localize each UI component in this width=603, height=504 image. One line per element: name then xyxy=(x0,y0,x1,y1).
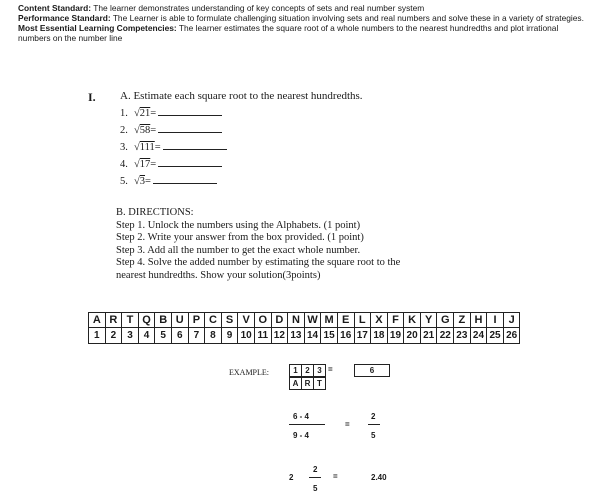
direction-step: Step 2. Write your answer from the box provided. (1 point) xyxy=(116,232,364,243)
direction-step: Step 3. Add all the number to get the exact whole number. xyxy=(116,244,361,256)
cipher-number: 20 xyxy=(404,328,421,344)
fraction-bar xyxy=(309,477,321,478)
question-3: 3. √111= xyxy=(120,141,227,153)
cipher-letter: X xyxy=(371,313,388,328)
direction-step: Step 4. Solve the added number by estimating the square root to the xyxy=(116,257,401,268)
answer-blank[interactable] xyxy=(163,141,227,150)
example-result-box: 6 xyxy=(354,364,390,377)
radical-symbol: √ xyxy=(134,125,140,136)
cipher-number: 23 xyxy=(454,328,471,344)
cipher-number: 18 xyxy=(371,328,388,344)
cipher-number: 12 xyxy=(271,328,288,344)
section-a-title xyxy=(120,90,363,103)
mixed-numerator: 2 xyxy=(313,465,318,474)
radicand: 111 xyxy=(139,142,155,153)
fraction-bar xyxy=(368,424,380,425)
cipher-letter: G xyxy=(437,313,454,328)
cipher-letter: T xyxy=(122,313,139,328)
cipher-number: 3 xyxy=(122,328,139,344)
cipher-number: 26 xyxy=(503,328,520,344)
mixed-whole: 2 xyxy=(289,473,294,482)
cipher-number: 7 xyxy=(188,328,205,344)
cipher-number: 11 xyxy=(254,328,271,344)
section-roman-numeral: I. xyxy=(88,90,96,104)
example-answer: 2.40 xyxy=(371,473,387,482)
cipher-letter: Z xyxy=(454,313,471,328)
competency-label: Most Essential Learning Competencies: xyxy=(18,23,177,33)
cipher-letter: U xyxy=(171,313,188,328)
cipher-number: 15 xyxy=(321,328,338,344)
fraction-denominator: 9 - 4 xyxy=(293,431,310,440)
performance-standard-label: Performance Standard: xyxy=(18,13,111,23)
fraction-equals: = xyxy=(345,420,350,429)
cipher-number: 19 xyxy=(387,328,404,344)
cipher-number: 4 xyxy=(138,328,155,344)
cipher-letter: J xyxy=(503,313,520,328)
cipher-number: 6 xyxy=(171,328,188,344)
cipher-number: 9 xyxy=(221,328,238,344)
radical-symbol: √ xyxy=(134,142,140,153)
example-label: EXAMPLE: xyxy=(229,368,269,377)
direction-step: nearest hundredths. Show your solution(3points) xyxy=(116,269,321,281)
cipher-number: 2 xyxy=(105,328,122,344)
cipher-number: 24 xyxy=(470,328,487,344)
cipher-letter: W xyxy=(304,313,321,328)
cipher-table xyxy=(88,312,520,344)
cipher-number-row xyxy=(89,328,520,344)
fraction-bar xyxy=(289,424,325,425)
radicand: 21 xyxy=(139,108,151,119)
radical-symbol: √ xyxy=(134,108,140,119)
section-a-heading: A. Estimate each square root to the nearest hundredths. xyxy=(120,90,363,102)
cipher-number: 14 xyxy=(304,328,321,344)
question-5: 5. √3= xyxy=(120,175,217,187)
cipher-letter: D xyxy=(271,313,288,328)
cipher-letter: N xyxy=(288,313,305,328)
cipher-letter: P xyxy=(188,313,205,328)
answer-blank[interactable] xyxy=(158,107,222,116)
direction-step: Step 1. Unlock the numbers using the Alphabets. (1 point) xyxy=(116,219,361,231)
radicand: 3 xyxy=(139,176,146,187)
cipher-number: 21 xyxy=(420,328,437,344)
radicand: 17 xyxy=(139,159,151,170)
fraction-numerator: 6 - 4 xyxy=(293,412,310,421)
cipher-letter: F xyxy=(387,313,404,328)
cipher-letter: Q xyxy=(138,313,155,328)
example-number-box: 1 2 3 xyxy=(289,364,326,377)
cipher-number: 22 xyxy=(437,328,454,344)
answer-blank[interactable] xyxy=(158,158,222,167)
content-standard-label: Content Standard: xyxy=(18,3,92,13)
cipher-letter: V xyxy=(238,313,255,328)
cipher-letter: R xyxy=(105,313,122,328)
cipher-letter: B xyxy=(155,313,172,328)
cipher-letter: Y xyxy=(420,313,437,328)
example-letter-box: A R T xyxy=(289,377,326,390)
cipher-number: 8 xyxy=(205,328,222,344)
answer-blank[interactable] xyxy=(158,124,222,133)
fraction-numerator: 2 xyxy=(371,412,376,421)
mixed-equals: = xyxy=(333,472,338,481)
cipher-number: 25 xyxy=(487,328,504,344)
mixed-denominator: 5 xyxy=(313,484,318,493)
cipher-letter: A xyxy=(89,313,106,328)
directions-title: B. DIRECTIONS: xyxy=(116,207,194,218)
cipher-number: 13 xyxy=(288,328,305,344)
performance-standard-text: The Learner is able to formulate challenging situation involving sets and real numbers and solve these in a variety of strategies. xyxy=(112,13,584,23)
cipher-letter: C xyxy=(205,313,222,328)
cipher-number: 1 xyxy=(89,328,106,344)
cipher-letter: M xyxy=(321,313,338,328)
cipher-letter: L xyxy=(354,313,371,328)
standards-header xyxy=(18,3,593,43)
cipher-letter: S xyxy=(221,313,238,328)
radicand: 58 xyxy=(139,125,151,136)
radical-symbol: √ xyxy=(134,159,140,170)
answer-blank[interactable] xyxy=(153,175,217,184)
cipher-number: 10 xyxy=(238,328,255,344)
directions-block xyxy=(116,207,496,282)
cipher-letter-row xyxy=(89,313,520,328)
cipher-letter: H xyxy=(470,313,487,328)
example-equals: = xyxy=(328,365,333,374)
content-standard-text: The learner demonstrates understanding of key concepts of sets and real number system xyxy=(93,3,425,13)
cipher-letter: E xyxy=(337,313,354,328)
cipher-letter: K xyxy=(404,313,421,328)
fraction-denominator: 5 xyxy=(371,431,376,440)
cipher-letter: I xyxy=(487,313,504,328)
cipher-number: 16 xyxy=(337,328,354,344)
question-1: 1. √21= xyxy=(120,107,222,119)
radical-symbol: √ xyxy=(134,176,140,187)
cipher-number: 17 xyxy=(354,328,371,344)
cipher-number: 5 xyxy=(155,328,172,344)
question-2: 2. √58= xyxy=(120,124,222,136)
cipher-letter: O xyxy=(254,313,271,328)
question-4: 4. √17= xyxy=(120,158,222,170)
competency-text: The learner estimates the square root of a whole numbers to the nearest hundredths and plot irrational numbers on the number line xyxy=(18,23,559,43)
